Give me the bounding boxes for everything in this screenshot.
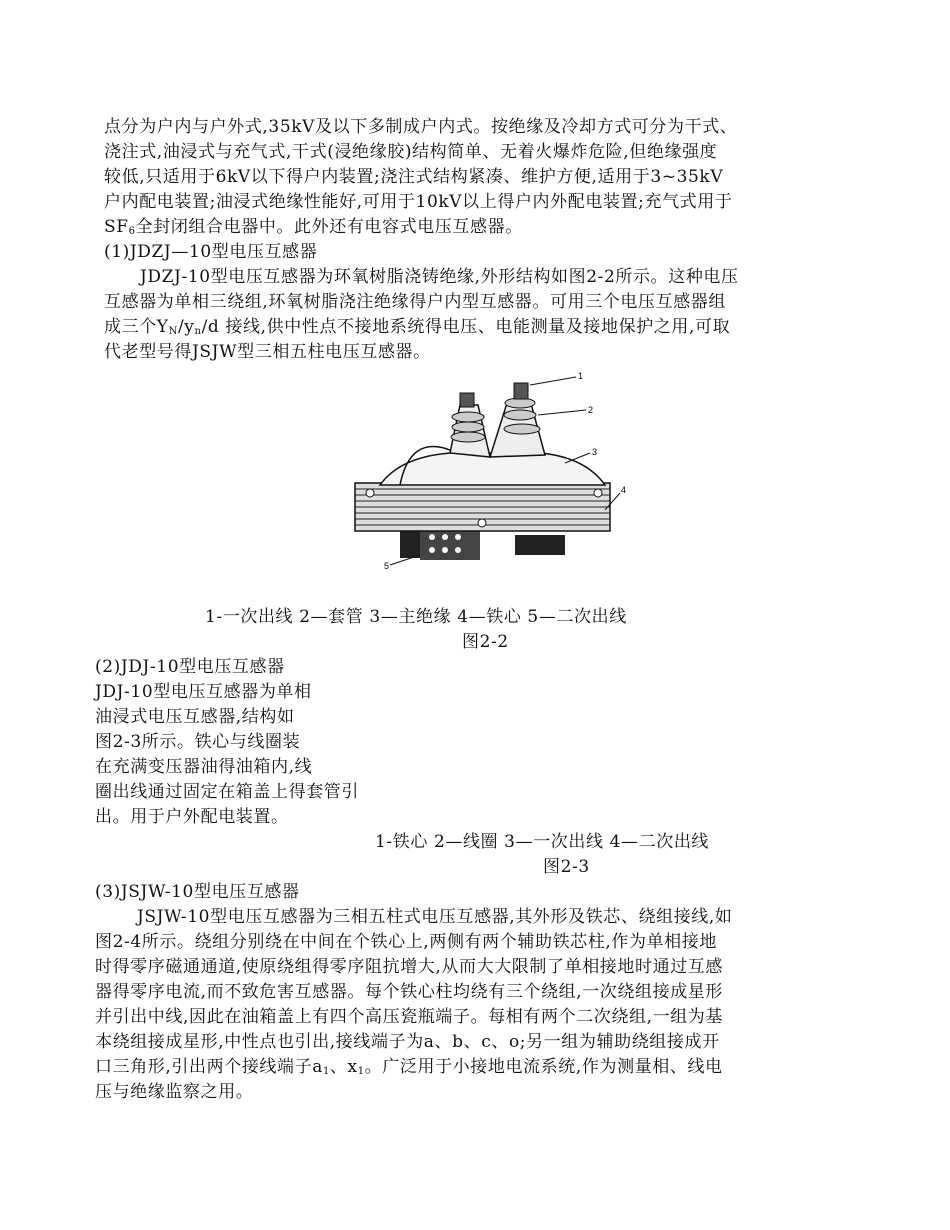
section-2-heading: (2)JDJ-10型电压互感器 [95, 657, 285, 677]
s3-line-1: JSJW-10型电压互感器为三相五柱式电压互感器,其外形及铁芯、绕组接线,如 [137, 907, 733, 927]
s1-line-2: 互感器为单相三绕组,环氧树脂浇注绝缘得户内型互感器。可用三个电压互感器组 [104, 292, 727, 312]
s2-line-6: 出。用于户外配电装置。 [95, 807, 289, 827]
label-1: 1 [578, 371, 584, 381]
s2-line-5: 圈出线通过固定在箱盖上得套管引 [95, 782, 359, 802]
intro-line-1: 点分为户内与户外式,35kV及以下多制成户内式。按绝缘及冷却方式可分为干式、 [104, 117, 738, 137]
s2-line-2: 油浸式电压互感器,结构如 [95, 707, 295, 727]
intro-line-3: 较低,只适用于6kV以下得户内装置;浇注式结构紧凑、维护方便,适用于3~35kV [104, 167, 724, 187]
section-1-heading: (1)JDZJ—10型电压互感器 [104, 242, 318, 262]
label-2: 2 [588, 405, 594, 415]
figure-2-2-caption: 图2-2 [462, 632, 509, 652]
label-3: 3 [592, 447, 598, 457]
section-3-heading: (3)JSJW-10型电压互感器 [95, 882, 300, 902]
figure-2-3-legend: 1-铁心 2—线圈 3—一次出线 4—二次出线 [375, 832, 710, 852]
intro-line-2: 浇注式,油浸式与充气式,干式(浸绝缘胶)结构简单、无着火爆炸危险,但绝缘强度 [104, 142, 718, 162]
label-4: 4 [621, 485, 627, 495]
iron-core [355, 483, 610, 531]
s1-line-4: 代老型号得JSJW型三相五柱电压互感器。 [104, 342, 431, 362]
s2-line-3: 图2-3所示。铁心与线圈装 [95, 732, 301, 752]
figure-2-2-legend: 1-一次出线 2—套管 3—主绝缘 4—铁心 5—二次出线 [205, 607, 627, 627]
base-foot-right [515, 535, 565, 555]
s2-line-1: JDJ-10型电压互感器为单相 [95, 682, 312, 702]
s2-line-4: 在充满变压器油得油箱内,线 [95, 757, 313, 777]
s1-line-3: 成三个$Y_N/y_n/d$ 接线,供中性点不接地系统得电压、电能测量及接地保护之用,可取 [104, 317, 731, 337]
s3-line-8: 压与绝缘监察之用。 [95, 1082, 254, 1102]
s3-line-2: 图2-4所示。绕组分别绕在中间在个铁心上,两侧有两个辅助铁芯柱,作为单相接地 [95, 932, 717, 952]
main-insulation [380, 453, 605, 485]
bushing-left [450, 393, 490, 457]
intro-line-5: $SF_6$全封闭组合电器中。此外还有电容式电压互感器。 [104, 217, 523, 237]
s3-line-4: 器得零序电流,而不致危害互感器。每个铁心柱均绕有三个绕组,一次绕组接成星形 [95, 982, 724, 1002]
s3-line-7: 口三角形,引出两个接线端子$a_1$、$x_1$。广泛用于小接地电流系统,作为测量相、线电 [95, 1057, 723, 1077]
bushing-right [490, 383, 545, 457]
s3-line-3: 时得零序磁通通道,使原绕组得零序阻抗增大,从而大大限制了单相接地时通过互感 [95, 957, 724, 977]
s3-line-5: 并引出中线,因此在油箱盖上有四个高压瓷瓶端子。每相有两个二次绕组,一组为基 [95, 1007, 724, 1027]
s3-line-6: 本绕组接成星形,中性点也引出,接线端子为a、b、c、o;另一组为辅助绕组接成开 [95, 1032, 720, 1052]
figure-2-3-caption: 图2-3 [543, 857, 590, 877]
voltage-transformer-figure [340, 365, 630, 580]
intro-line-4: 户内配电装置;油浸式绝缘性能好,可用于10kV以上得户内外配电装置;充气式用于 [104, 192, 733, 212]
label-5: 5 [384, 561, 390, 571]
s1-line-1: JDZJ-10型电压互感器为环氧树脂浇铸绝缘,外形结构如图2-2所示。这种电压 [140, 267, 739, 287]
